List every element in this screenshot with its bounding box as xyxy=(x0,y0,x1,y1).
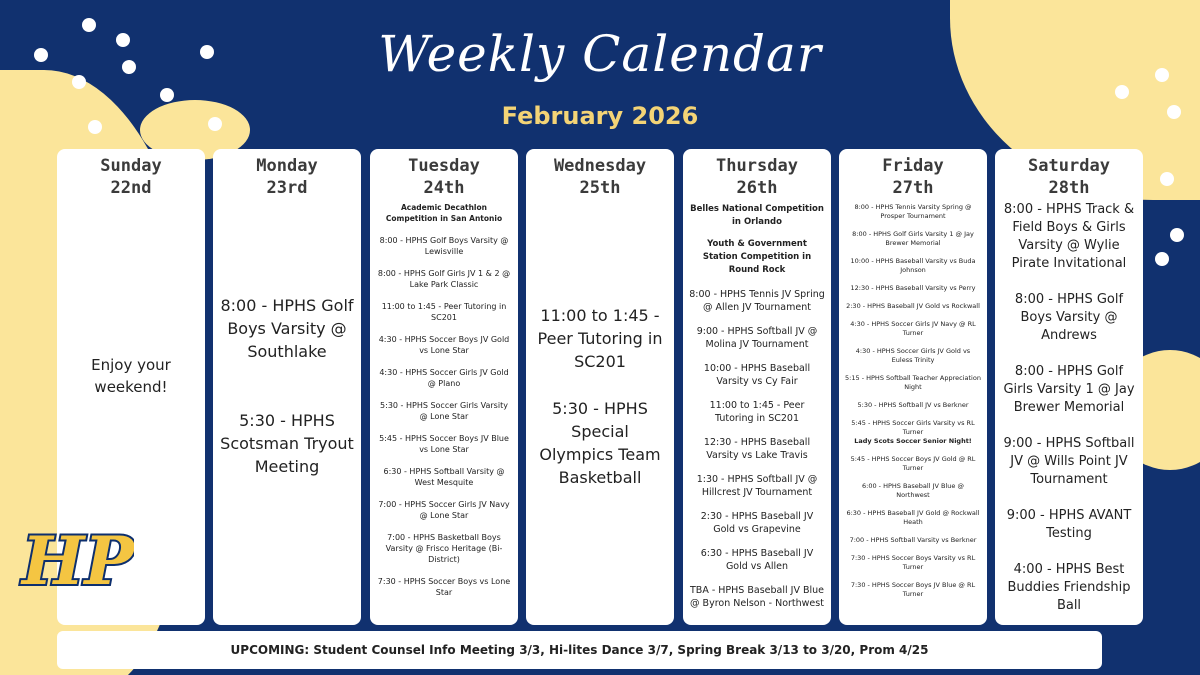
event-item: 12:30 - HPHS Baseball Varsity vs Perry xyxy=(850,284,976,292)
day-date: 22nd xyxy=(110,178,152,198)
decorative-dot xyxy=(160,88,174,102)
hp-logo xyxy=(14,502,134,622)
event-item: 8:00 - HPHS Golf Girls Varsity 1 @ Jay Brewer Memorial xyxy=(852,230,974,247)
event-header: Belles National Competition in Orlando xyxy=(690,204,824,227)
event-item: 10:00 - HPHS Baseball Varsity vs Cy Fair xyxy=(703,363,811,387)
event-item: 6:00 - HPHS Baseball JV Blue @ Northwest xyxy=(862,482,964,499)
page-title: Weekly Calendar xyxy=(378,25,822,83)
event-item: 9:00 - HPHS Softball JV @ Molina JV Tournament xyxy=(696,326,818,350)
event-item: 6:30 - HPHS Baseball JV Gold vs Allen xyxy=(700,548,814,572)
day-card-thursday xyxy=(683,149,831,625)
day-name: Saturday xyxy=(1028,156,1110,176)
event-item: 2:30 - HPHS Baseball JV Gold vs Grapevine xyxy=(700,511,814,535)
event-item: 9:00 - HPHS Softball JV @ Wills Point JV Tournament xyxy=(1003,436,1135,487)
event-item: 5:30 - HPHS Softball JV vs Berkner xyxy=(857,401,969,409)
day-name: Sunday xyxy=(100,156,162,176)
event-item: 6:30 - HPHS Baseball JV Gold @ Rockwall Heath xyxy=(846,509,980,526)
day-name: Friday xyxy=(882,156,944,176)
event-item: 9:00 - HPHS AVANT Testing xyxy=(1006,508,1132,541)
event-item: 4:30 - HPHS Soccer Girls JV Navy @ RL Turner xyxy=(850,320,976,337)
event-item: 2:30 - HPHS Baseball JV Gold vs Rockwall xyxy=(846,302,980,310)
event-item: 7:00 - HPHS Softball Varsity vs Berkner xyxy=(849,536,977,544)
event-header: Youth & Government Station Competition in Round Rock xyxy=(702,239,812,275)
decorative-dot xyxy=(1115,85,1129,99)
day-name: Wednesday xyxy=(553,156,647,176)
day-date: 26th xyxy=(736,178,778,198)
event-item: 12:30 - HPHS Baseball Varsity vs Lake Travis xyxy=(703,437,811,461)
event-item: 8:00 - HPHS Tennis Varsity Spring @ Prosper Tournament xyxy=(854,203,972,220)
event-item: 5:30 - HPHS Scotsman Tryout Meeting xyxy=(220,411,354,476)
decorative-dot xyxy=(1155,252,1169,266)
event-item: TBA - HPHS Baseball JV Blue @ Byron Nelson - Northwest xyxy=(690,585,824,609)
event-item: 10:00 - HPHS Baseball Varsity vs Buda Johnson xyxy=(850,257,976,274)
event-item: Enjoy your weekend! xyxy=(91,356,171,396)
day-name: Thursday xyxy=(716,156,798,176)
svg-text:HP: HP xyxy=(22,522,134,600)
event-item: 8:00 - HPHS Golf Boys Varsity @ Lewisville xyxy=(379,236,509,256)
page-subtitle: February 2026 xyxy=(501,102,699,130)
event-item: 4:30 - HPHS Soccer Boys JV Gold vs Lone Star xyxy=(378,335,510,355)
day-date: 27th xyxy=(892,178,934,198)
day-card-friday xyxy=(839,149,987,625)
event-item: 8:00 - HPHS Track & Field Boys & Girls Varsity @ Wylie Pirate Invitational xyxy=(1003,202,1135,271)
event-item: 5:15 - HPHS Softball Teacher Appreciation Night xyxy=(845,374,981,391)
decorative-dot xyxy=(1170,228,1184,242)
event-item: 5:45 - HPHS Soccer Boys JV Gold @ RL Turner xyxy=(850,455,976,472)
event-item: 5:45 - HPHS Soccer Girls Varsity vs RL Turner xyxy=(851,419,975,436)
event-item: 4:30 - HPHS Soccer Girls JV Gold vs Euless Trinity xyxy=(855,347,971,364)
event-item: 7:30 - HPHS Soccer Boys JV Blue @ RL Turner xyxy=(850,581,976,598)
day-card-monday xyxy=(213,149,361,625)
event-item: 8:00 - HPHS Golf Girls Varsity 1 @ Jay Brewer Memorial xyxy=(1003,364,1135,415)
event-item: 8:00 - HPHS Golf Boys Varsity @ Southlake xyxy=(220,296,354,361)
event-highlight: Lady Scots Soccer Senior Night! xyxy=(854,437,972,445)
event-item: 4:30 - HPHS Soccer Girls JV Gold @ Plano xyxy=(379,368,509,388)
event-item: 5:30 - HPHS Special Olympics Team Basketball xyxy=(539,399,661,487)
event-item: 11:00 to 1:45 - Peer Tutoring in SC201 xyxy=(381,302,507,322)
decorative-dot xyxy=(1160,172,1174,186)
event-item: 5:30 - HPHS Soccer Girls Varsity @ Lone Star xyxy=(380,401,508,421)
day-date: 23rd xyxy=(266,178,308,198)
event-item: 7:00 - HPHS Soccer Girls JV Navy @ Lone Star xyxy=(378,500,510,520)
event-item: 8:00 - HPHS Golf Girls JV 1 & 2 @ Lake Park Classic xyxy=(377,269,511,289)
day-date: 28th xyxy=(1048,178,1090,198)
upcoming-banner: UPCOMING: Student Counsel Info Meeting 3/3, Hi-lites Dance 3/7, Spring Break 3/13 to 3/20, Prom 4/25 xyxy=(57,631,1102,669)
event-item: 7:30 - HPHS Soccer Boys Varsity vs RL Turner xyxy=(850,554,976,571)
event-item: 8:00 - HPHS Golf Boys Varsity @ Andrews xyxy=(1014,292,1124,343)
event-item: 11:00 to 1:45 - Peer Tutoring in SC201 xyxy=(537,306,663,371)
event-item: 7:30 - HPHS Soccer Boys vs Lone Star xyxy=(377,577,511,597)
event-item: 6:30 - HPHS Softball Varsity @ West Mesquite xyxy=(383,467,505,487)
day-card-tuesday xyxy=(370,149,518,625)
event-item: 8:00 - HPHS Tennis JV Spring @ Allen JV Tournament xyxy=(689,289,825,313)
event-item: 1:30 - HPHS Softball JV @ Hillcrest JV Tournament xyxy=(696,474,818,498)
day-name: Monday xyxy=(256,156,318,176)
event-header: Academic Decathlon Competition in San Antonio xyxy=(385,203,503,223)
day-date: 24th xyxy=(423,178,465,198)
event-item: 7:00 - HPHS Basketball Boys Varsity @ Frisco Heritage (Bi-District) xyxy=(385,533,503,564)
event-item: 11:00 to 1:45 - Peer Tutoring in SC201 xyxy=(709,400,805,424)
day-card-saturday xyxy=(995,149,1143,625)
event-item: 4:00 - HPHS Best Buddies Friendship Ball xyxy=(1007,562,1131,613)
day-date: 25th xyxy=(579,178,621,198)
day-name: Tuesday xyxy=(408,156,480,176)
event-item: 5:45 - HPHS Soccer Boys JV Blue vs Lone Star xyxy=(379,434,509,454)
day-card-wednesday xyxy=(526,149,674,625)
